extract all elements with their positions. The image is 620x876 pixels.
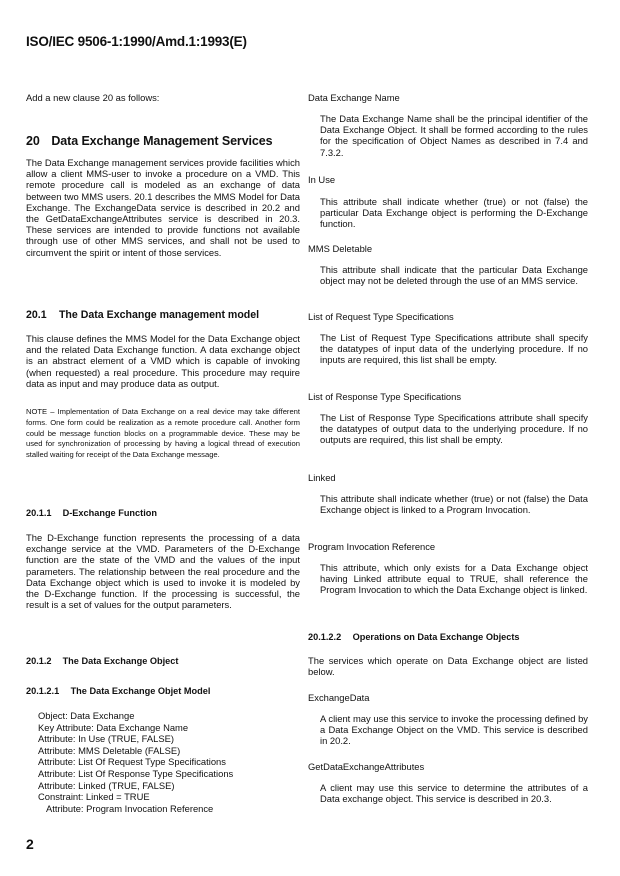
- model-line: Attribute: List Of Request Type Specifications: [38, 756, 226, 768]
- note-text: NOTE – Implementation of Data Exchange on a real device may take different forms. One form could be realization as a remote procedure call. Another form could be message function blocks on a programmable device. These may be used for synchronization of processing by having a logical thread of execution stalled waiting for receipt of the Data Exchange message.: [26, 407, 300, 460]
- clause-number: 20: [26, 134, 40, 148]
- service-description: A client may use this service to invoke the processing defined by a Data Exchange Object on the VMD. This service is described in 20.2.: [320, 713, 588, 747]
- clause-title: D-Exchange Function: [62, 508, 157, 518]
- model-line: Attribute: In Use (TRUE, FALSE): [38, 733, 174, 745]
- clause-20-1-2-1-heading: [26, 686, 210, 696]
- attribute-description: This attribute, which only exists for a Data Exchange object having Linked attribute equal to TRUE, shall reference the Program Invocation to which the Data Exchange object is linked.: [320, 562, 588, 596]
- clause-20-1-2-heading: [26, 656, 178, 666]
- attribute-description: The List of Response Type Specifications attribute shall specify the datatypes of output data to the underlying procedure. If no outputs are required, this list shall be empty.: [320, 412, 588, 446]
- page-number: 2: [26, 836, 34, 852]
- attribute-description: This attribute shall indicate whether (true) or not (false) the Data Exchange object is linked to a Program Invocation.: [320, 493, 588, 516]
- attribute-label: Data Exchange Name: [308, 92, 400, 103]
- attribute-description: This attribute shall indicate whether (true) or not (false) the particular Data Exchange object is performing the D-Exchange function.: [320, 196, 588, 230]
- service-label: GetDataExchangeAttributes: [308, 761, 425, 772]
- clause-20-1-1-heading: [26, 508, 157, 518]
- clause-number: 20.1.2.1: [26, 686, 60, 696]
- document-header: ISO/IEC 9506-1:1990/Amd.1:1993(E): [26, 34, 247, 49]
- clause-20-1-2-2-heading: [308, 632, 520, 642]
- clause-title: The Data Exchange management model: [58, 309, 260, 321]
- clause-title: The Data Exchange Object: [62, 656, 179, 666]
- clause-number: 20.1.2: [26, 656, 52, 666]
- model-line: Object: Data Exchange: [38, 710, 135, 721]
- clause-20-1-body: This clause defines the MMS Model for the Data Exchange object and the related Data Exchange function. A data exchange object is an abstract element of a VMD which is capable of invoking (when requested) a real procedure. This procedure may require data as input and may produce data as output.: [26, 333, 300, 389]
- clause-title: Operations on Data Exchange Objects: [352, 632, 520, 642]
- attribute-label: List of Request Type Specifications: [308, 311, 454, 322]
- clause-number: 20.1.1: [26, 508, 52, 518]
- clause-20-body: The Data Exchange management services provide facilities which allow a client MMS-user to invoke a procedure on a VMD. This remote procedure call is modeled as an exchange of data between two MMS users. 20.1 describes the MMS Model for Data Exchange. The ExchangeData service is described in 20.2 and the GetDataExchangeAttributes service is described in 20.3. These services are intended to provide functions not available through use of other MMS services, and shall not be used to circumvent the spirit or intent of those services.: [26, 157, 300, 258]
- clause-20-1-2-2-body: The services which operate on Data Exchange object are listed below.: [308, 655, 588, 678]
- clause-number: 20.1: [26, 309, 47, 321]
- attribute-label: MMS Deletable: [308, 243, 373, 254]
- object-model-list: [38, 710, 233, 814]
- attribute-description: The List of Request Type Specifications attribute shall specify the datatypes of input data of the underlying procedure. If no inputs are required, this list shall be empty.: [320, 332, 588, 366]
- attribute-description: The Data Exchange Name shall be the principal identifier of the Data Exchange Object. It shall be formed according to the rules for the specification of Object Names as described in 7.4 and 7.3.2.: [320, 113, 588, 158]
- service-description: A client may use this service to determine the attributes of a Data exchange object. This service is described in 20.3.: [320, 782, 588, 805]
- attribute-label: List of Response Type Specifications: [308, 391, 462, 402]
- intro-text: Add a new clause 20 as follows:: [26, 92, 160, 103]
- model-line: Constraint: Linked = TRUE: [38, 791, 150, 803]
- model-line: Attribute: List Of Response Type Specifications: [38, 767, 234, 779]
- attribute-label: Linked: [308, 472, 336, 483]
- attribute-description: This attribute shall indicate that the particular Data Exchange object may not be deleted through the use of an MMS service.: [320, 264, 588, 287]
- model-line: Attribute: Linked (TRUE, FALSE): [38, 779, 175, 791]
- clause-title: Data Exchange Management Services: [51, 134, 273, 148]
- clause-number: 20.1.2.2: [308, 632, 342, 642]
- clause-20-heading: [26, 134, 272, 148]
- clause-20-1-heading: [26, 309, 259, 321]
- model-line: Attribute: MMS Deletable (FALSE): [38, 744, 181, 756]
- clause-title: The Data Exchange Objet Model: [70, 686, 211, 696]
- attribute-label: Program Invocation Reference: [308, 541, 436, 552]
- model-line: Key Attribute: Data Exchange Name: [38, 721, 189, 733]
- attribute-label: In Use: [308, 174, 336, 185]
- model-line: Attribute: Program Invocation Reference: [46, 802, 214, 814]
- service-label: ExchangeData: [308, 692, 370, 703]
- clause-20-1-1-body: The D-Exchange function represents the processing of a data exchange service at the VMD. Parameters of the D-Exchange function are the state of the VMD and the values of the input parameters. The relationship between the real procedure and the Data Exchange object which is used to invoke it is modeled by the D-Exchange function. If the processing is successful, the result is a set of values for the output parameters.: [26, 532, 300, 611]
